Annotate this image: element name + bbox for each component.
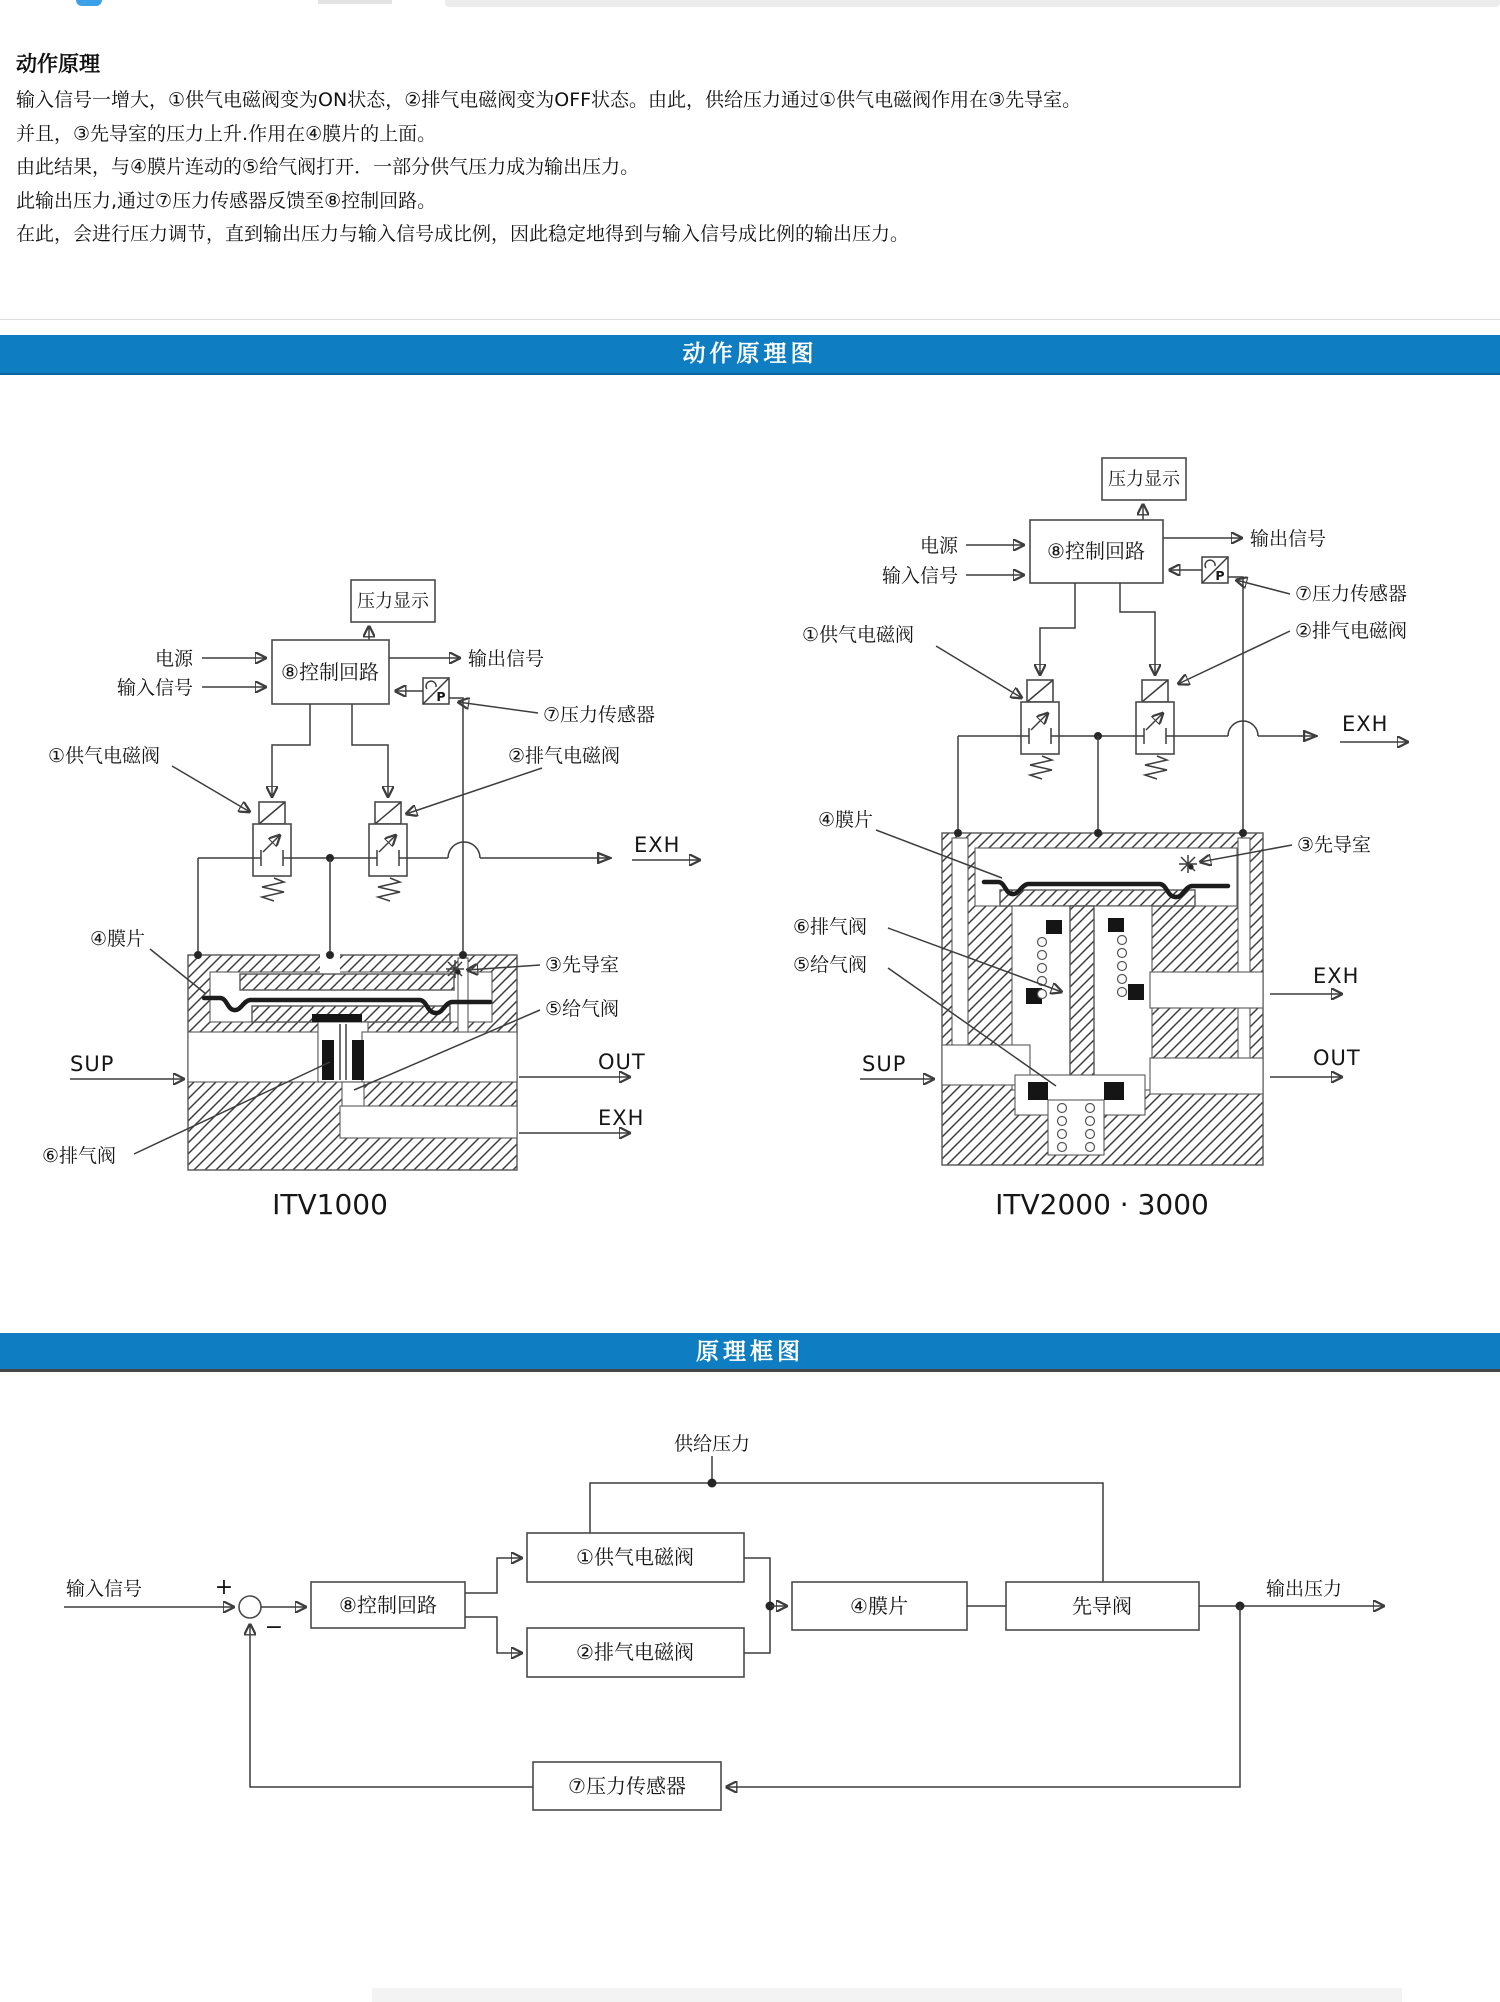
pressure-sensor-label: ⑦压力传感器 bbox=[1295, 583, 1408, 605]
intro-line: 在此，会进行压力调节，直到输出压力与输入信号成比例，因此稳定地得到与输入信号成比例的输出压力。 bbox=[16, 223, 910, 245]
section-heading: 动作原理 bbox=[16, 52, 100, 76]
control-circuit-label: ⑧控制回路 bbox=[1047, 539, 1145, 563]
supply-valve-label: ⑤给气阀 bbox=[545, 998, 620, 1020]
exhaust-valve-label: ⑥排气阀 bbox=[793, 916, 868, 938]
exhaust-valve-label: ⑥排气阀 bbox=[42, 1145, 117, 1167]
control-circuit-label: ⑧控制回路 bbox=[339, 1593, 437, 1617]
principle-block-diagram bbox=[64, 1433, 1384, 1810]
output-signal-label: 输出信号 bbox=[468, 648, 545, 670]
exh-flow-label: EXH bbox=[1342, 712, 1389, 736]
banner-operation-principle-diagram: 动作原理图 bbox=[0, 335, 1500, 375]
exhaust-solenoid-label: ②排气电磁阀 bbox=[1295, 620, 1408, 642]
pressure-display-label: 压力显示 bbox=[1108, 469, 1180, 490]
pilot-chamber-spark bbox=[1179, 855, 1197, 873]
supply-solenoid-label: ①供气电磁阀 bbox=[802, 624, 915, 646]
sensor-p-glyph: P bbox=[1215, 568, 1225, 583]
input-signal-label: 输入信号 bbox=[66, 1578, 143, 1600]
valve-seal bbox=[352, 1040, 364, 1080]
exhaust-solenoid-valve-symbol bbox=[369, 802, 407, 901]
supply-solenoid-label: ①供气电磁阀 bbox=[576, 1545, 694, 1569]
intro-line: 并且，③先导室的压力上升.作用在④膜片的上面。 bbox=[16, 122, 437, 145]
itv1000-caption: ITV1000 bbox=[272, 1188, 388, 1221]
input-signal-label: 输入信号 bbox=[881, 565, 958, 587]
exhaust-solenoid-valve-symbol bbox=[1136, 680, 1174, 779]
output-pressure-label: 输出压力 bbox=[1266, 1578, 1343, 1600]
valve-seal bbox=[1028, 1082, 1048, 1100]
exhaust-solenoid-label: ②排气电磁阀 bbox=[576, 1640, 694, 1664]
diaphragm-label: ④膜片 bbox=[90, 928, 146, 950]
supply-solenoid-valve-symbol bbox=[1021, 680, 1059, 779]
minus-sign: − bbox=[264, 1615, 284, 1640]
diaphragm-label: ④膜片 bbox=[850, 1594, 908, 1618]
intro-line: 此输出压力,通过⑦压力传感器反馈至⑧控制回路。 bbox=[16, 189, 437, 212]
power-label: 电源 bbox=[154, 648, 193, 670]
pilot-chamber-label: ③先导室 bbox=[1297, 834, 1372, 856]
out-port-label: OUT bbox=[1313, 1046, 1361, 1070]
banner-principle-block-diagram: 原理框图 bbox=[0, 1333, 1500, 1372]
pilot-valve-label: 先导阀 bbox=[1072, 1594, 1132, 1618]
intro-line: 由此结果，与④膜片连动的⑤给气阀打开．一部分供气压力成为输出压力。 bbox=[16, 156, 640, 178]
pilot-chamber-spark bbox=[446, 960, 464, 978]
itv2000-3000-caption: ITV2000 · 3000 bbox=[995, 1188, 1209, 1221]
supply-solenoid-label: ①供气电磁阀 bbox=[48, 745, 161, 767]
sensor-p-glyph: P bbox=[436, 689, 446, 704]
exhaust-solenoid-label: ②排气电磁阀 bbox=[508, 745, 621, 767]
pilot-chamber-label: ③先导室 bbox=[545, 954, 620, 976]
valve-seal bbox=[1104, 1082, 1124, 1100]
supply-solenoid-valve-symbol bbox=[253, 802, 291, 901]
valve-seal bbox=[322, 1040, 334, 1080]
input-signal-label: 输入信号 bbox=[116, 677, 193, 699]
exh-port-label: EXH bbox=[1313, 964, 1360, 988]
out-port-label: OUT bbox=[598, 1050, 646, 1074]
sup-port-label: SUP bbox=[862, 1052, 907, 1076]
power-label: 电源 bbox=[919, 535, 958, 557]
intro-line: 输入信号一增大，①供气电磁阀变为ON状态，②排气电磁阀变为OFF状态。由此，供给压力通过①供气电磁阀作用在③先导室。 bbox=[16, 89, 1082, 111]
output-signal-label: 输出信号 bbox=[1250, 528, 1327, 550]
control-circuit-label: ⑧控制回路 bbox=[281, 660, 379, 684]
plus-sign: + bbox=[214, 1575, 234, 1600]
pressure-sensor-label: ⑦压力传感器 bbox=[568, 1774, 686, 1798]
pressure-display-label: 压力显示 bbox=[357, 591, 429, 612]
summing-junction bbox=[239, 1596, 261, 1618]
exh-flow-label: EXH bbox=[634, 833, 681, 857]
itv2000-3000-diagram bbox=[793, 458, 1408, 1221]
exh-port-label: EXH bbox=[598, 1106, 645, 1130]
pressure-sensor-label: ⑦压力传感器 bbox=[543, 704, 656, 726]
diaphragm-label: ④膜片 bbox=[818, 809, 874, 831]
supply-pressure-label: 供给压力 bbox=[673, 1433, 751, 1455]
sup-port-label: SUP bbox=[70, 1052, 115, 1076]
itv1000-diagram bbox=[42, 580, 700, 1221]
supply-valve-label: ⑤给气阀 bbox=[793, 954, 868, 976]
